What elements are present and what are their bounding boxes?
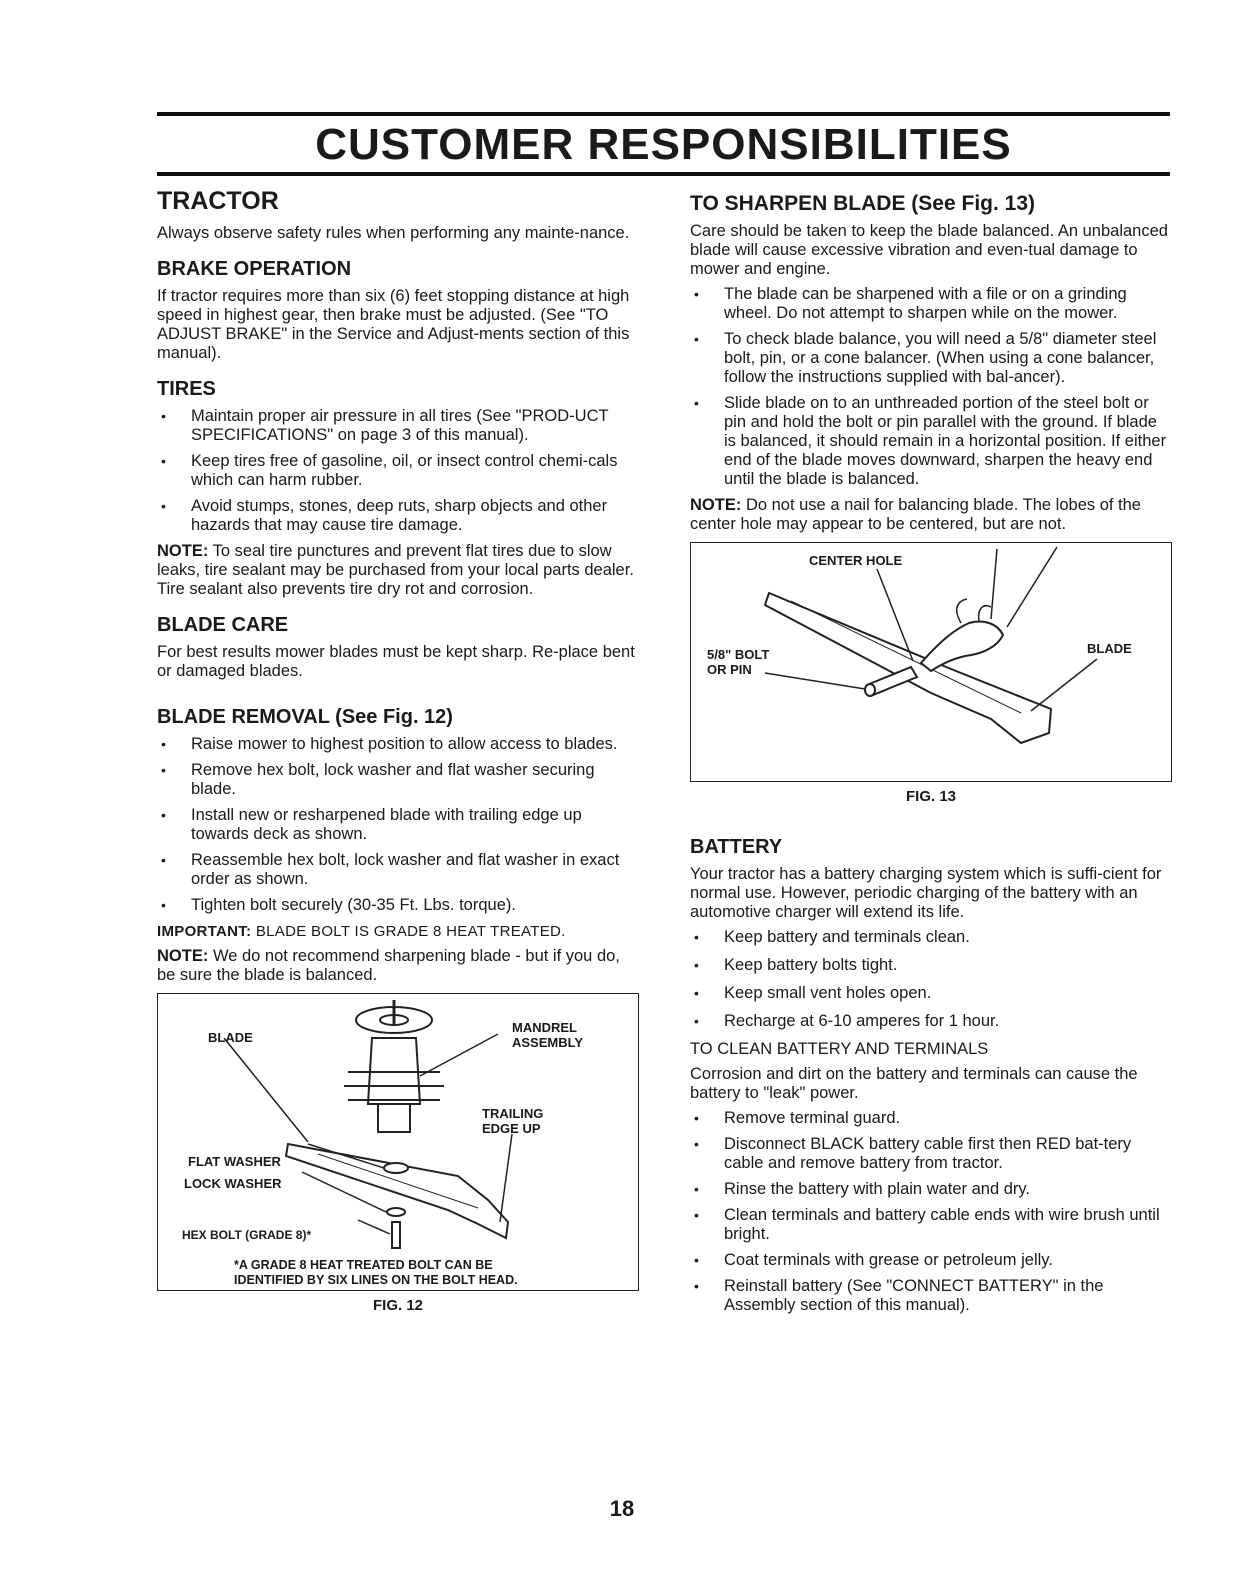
- fig12-lock-washer-label: LOCK WASHER: [184, 1176, 282, 1191]
- battery-list: [690, 928, 1172, 1031]
- hex-bolt-leader: [358, 1220, 390, 1234]
- fig13-bolt-label-2: OR PIN: [707, 662, 752, 677]
- important-text: BLADE BOLT IS GRADE 8 HEAT TREATED.: [255, 923, 566, 940]
- fig12-mandrel-label-1: MANDREL: [512, 1020, 577, 1035]
- tires-heading: TIRES: [157, 378, 216, 400]
- lock-washer-shape: [387, 1208, 405, 1216]
- blade-leader: [224, 1038, 308, 1142]
- fig13-illustration: [691, 543, 1171, 781]
- sharpen-heading: TO SHARPEN BLADE (See Fig. 13): [690, 192, 1036, 215]
- list-item: • The blade can be sharpened with a file or on a grinding wheel. Do not attempt to sharpen while on the mower.: [690, 285, 1172, 323]
- brake-heading: BRAKE OPERATION: [157, 258, 352, 280]
- wrist-line-2: [1007, 547, 1057, 627]
- hand-shape: [921, 622, 1003, 672]
- tractor-intro: Always observe safety rules when performing any mainte-nance.: [157, 224, 630, 242]
- spindle-base: [378, 1104, 410, 1132]
- right-column: [690, 186, 1172, 1322]
- clean-battery-heading: TO CLEAN BATTERY AND TERMINALS: [690, 1040, 989, 1058]
- list-item: • Clean terminals and battery cable ends with wire brush until bright.: [690, 1206, 1172, 1244]
- blade-care-text: For best results mower blades must be kept sharp. Re-place bent or damaged blades.: [157, 643, 635, 680]
- title-top-rule: [157, 112, 1170, 116]
- fig12-mandrel-label-2: ASSEMBLY: [512, 1035, 584, 1050]
- sharpen-list: [690, 285, 1172, 489]
- fig13-box: [690, 542, 1172, 782]
- list-item: • Recharge at 6-10 amperes for 1 hour.: [690, 1012, 1172, 1031]
- list-item: • Raise mower to highest position to allow access to blades.: [157, 735, 639, 754]
- list-item: • Keep small vent holes open.: [690, 984, 1172, 1003]
- clean-battery-list: [690, 1109, 1172, 1315]
- note-text: Do not use a nail for balancing blade. The lobes of the center hole may appear to be centered, but are not.: [690, 496, 1141, 533]
- fig12-trailing-label-1: TRAILING: [482, 1106, 544, 1121]
- battery-intro: Your tractor has a battery charging system which is suffi-cient for normal use. However, periodic charging of the battery with an automotive charger will extend its life.: [690, 865, 1162, 921]
- list-item: • Reinstall battery (See "CONNECT BATTERY" in the Assembly section of this manual).: [690, 1277, 1172, 1315]
- tractor-heading: TRACTOR: [157, 187, 279, 215]
- list-item: • Maintain proper air pressure in all tires (See "PROD-UCT SPECIFICATIONS" on page 3 of this manual).: [157, 407, 639, 445]
- battery-heading: BATTERY: [690, 836, 783, 858]
- fig12-hex-bolt-label: HEX BOLT (GRADE 8)*: [182, 1228, 312, 1242]
- flat-washer-shape: [384, 1163, 408, 1173]
- list-item: • Rinse the battery with plain water and dry.: [690, 1180, 1172, 1199]
- list-item: • Reassemble hex bolt, lock washer and flat washer in exact order as shown.: [157, 851, 639, 889]
- clean-battery-intro: Corrosion and dirt on the battery and terminals can cause the battery to "leak" power.: [690, 1065, 1138, 1102]
- fig13-caption: FIG. 13: [905, 788, 957, 805]
- blade-removal-heading: BLADE REMOVAL (See Fig. 12): [157, 706, 453, 728]
- blade-care-heading: BLADE CARE: [157, 614, 289, 636]
- trailing-leader: [500, 1134, 512, 1222]
- list-item: • Tighten bolt securely (30-35 Ft. Lbs. torque).: [157, 896, 639, 915]
- mandrel-leader: [420, 1034, 498, 1076]
- wrist-line-1: [991, 549, 997, 619]
- fig12-caption: FIG. 12: [372, 1297, 424, 1314]
- tires-note: [157, 542, 639, 599]
- brake-text: If tractor requires more than six (6) feet stopping distance at high speed in highest gear, then brake must be adjusted. (See "TO ADJUST BRAKE" in the Service and Adjust-ments section of this manual).: [157, 287, 630, 362]
- fig13-center-hole-label: CENTER HOLE: [809, 553, 903, 568]
- fig12-blade-label: BLADE: [208, 1030, 253, 1045]
- list-item: • Install new or resharpened blade with trailing edge up towards deck as shown.: [157, 806, 639, 844]
- list-item: • Slide blade on to an unthreaded portion of the steel bolt or pin and hold the bolt or pin parallel with the ground. If blade is balanced, it should remain in a horizontal position. If either end of the blade moves downward, sharpen the heavy end until the blade is balanced.: [690, 394, 1172, 489]
- title-bottom-rule: [157, 172, 1170, 176]
- list-item: • Coat terminals with grease or petroleum jelly.: [690, 1251, 1172, 1270]
- bolt-leader: [765, 673, 865, 689]
- list-item: • Disconnect BLACK battery cable first then RED bat-tery cable and remove battery from tractor.: [690, 1135, 1172, 1173]
- fig12-footnote-1: *A GRADE 8 HEAT TREATED BOLT CAN BE: [234, 1258, 493, 1272]
- fig12-box: [157, 993, 639, 1291]
- blade-removal-list: [157, 735, 639, 915]
- page-number: 18: [609, 1496, 635, 1521]
- hand-fingers: [957, 599, 991, 623]
- left-column: [157, 186, 639, 1314]
- list-item: • To check blade balance, you will need a 5/8" diameter steel bolt, pin, or a cone balancer. (When using a cone balancer, follow the instructions supplied with bal-ancer).: [690, 330, 1172, 387]
- fig12-footnote-2: IDENTIFIED BY SIX LINES ON THE BOLT HEAD.: [234, 1273, 518, 1287]
- list-item: • Remove terminal guard.: [690, 1109, 1172, 1128]
- blade-leader: [1031, 659, 1097, 711]
- note-text: We do not recommend sharpening blade - but if you do, be sure the blade is balanced.: [157, 947, 620, 984]
- list-item: • Remove hex bolt, lock washer and flat washer securing blade.: [157, 761, 639, 799]
- sharpen-note: [690, 496, 1172, 534]
- important-note: [157, 922, 639, 941]
- blade-removal-note: [157, 947, 639, 985]
- blade-edge-line: [791, 601, 1021, 713]
- fig13-blade-label: BLADE: [1087, 641, 1132, 656]
- list-item: • Keep battery bolts tight.: [690, 956, 1172, 975]
- page-title: CUSTOMER RESPONSIBILITIES: [315, 120, 1012, 169]
- list-item: • Keep tires free of gasoline, oil, or insect control chemi-cals which can harm rubber.: [157, 452, 639, 490]
- important-label: IMPORTANT:: [157, 923, 252, 940]
- bolt-end: [865, 684, 875, 696]
- note-label: NOTE:: [157, 947, 209, 965]
- tires-list: [157, 407, 639, 535]
- note-text: To seal tire punctures and prevent flat tires due to slow leaks, tire sealant may be purchased from your local parts dealer. Tire sealant also prevents tire dry rot and corrosion.: [157, 542, 634, 598]
- note-label: NOTE:: [157, 542, 209, 560]
- sharpen-intro: Care should be taken to keep the blade balanced. An unbalanced blade will cause excessive vibration and even-tual damage to mower and engine.: [690, 222, 1168, 278]
- fig12-trailing-label-2: EDGE UP: [482, 1121, 541, 1136]
- note-label: NOTE:: [690, 496, 742, 514]
- list-item: • Avoid stumps, stones, deep ruts, sharp objects and other hazards that may cause tire damage.: [157, 497, 639, 535]
- hex-bolt-shape: [392, 1222, 400, 1248]
- fig12-flat-washer-label: FLAT WASHER: [188, 1154, 281, 1169]
- list-item: • Keep battery and terminals clean.: [690, 928, 1172, 947]
- fig13-bolt-label-1: 5/8" BOLT: [707, 647, 770, 662]
